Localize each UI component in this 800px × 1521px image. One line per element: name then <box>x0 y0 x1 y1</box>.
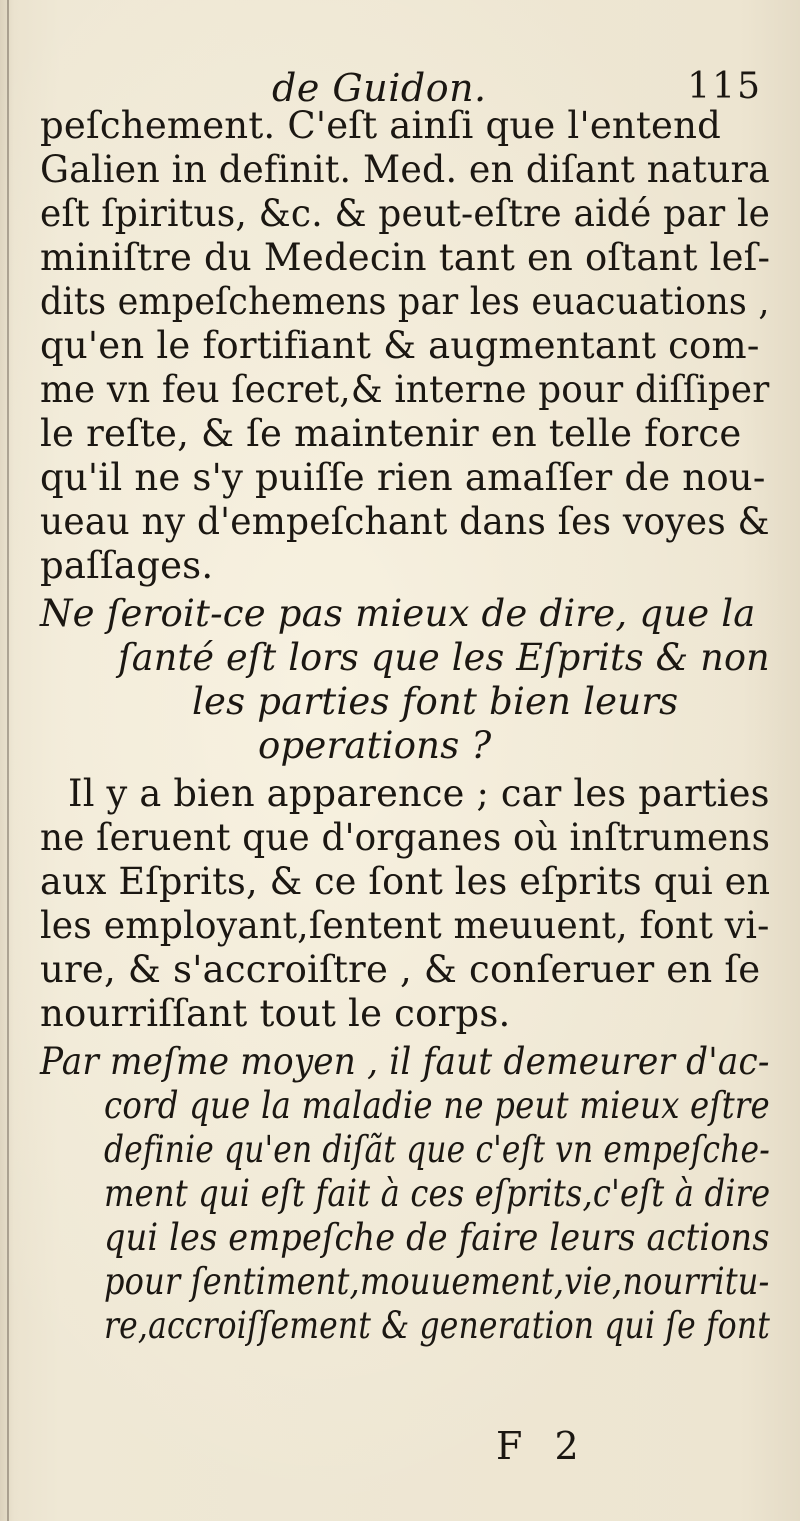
text-line: qu'en le fortifiant & augmentant com- <box>40 324 760 367</box>
text-line: dits empeſchemens par les euacuations , <box>40 280 770 323</box>
text-line: me vn feu ſecret,& interne pour diſſiper <box>40 368 770 411</box>
text-line: peſchement. C'eſt ainſi que l'entend <box>40 104 722 147</box>
text-line: re,accroiſſement & generation qui ſe font <box>104 1304 771 1347</box>
text-line: eſt ſpiritus, &c. & peut-eſtre aidé par le <box>40 192 771 235</box>
text-line: ſanté eſt lors que les Eſprits & non <box>118 636 770 679</box>
text-line: ne ſeruent que d'organes où inſtrumens <box>40 816 771 859</box>
text-line: le reſte, & ſe maintenir en telle force <box>40 412 742 455</box>
text-line: les employant,ſentent meuuent, font vi- <box>40 904 770 947</box>
page-gutter-edge <box>7 0 9 1521</box>
text-line: Il y a bien apparence ; car les parties <box>68 772 770 815</box>
text-line: les parties font bien leurs <box>192 680 679 723</box>
text-line: ueau ny d'empeſchant dans ſes voyes & <box>40 500 770 543</box>
text-line: paſſages. <box>40 544 214 587</box>
text-line: pour ſentiment,mouuement,vie,nourritu- <box>104 1260 770 1303</box>
text-line: definie qu'en diſãt que c'eſt vn empeſche- <box>104 1128 770 1171</box>
text-line: ment qui eſt fait à ces eſprits,c'eſt à dire <box>104 1172 771 1215</box>
text-line: Galien in definit. Med. en diſant natura <box>40 148 770 191</box>
text-line: aux Eſprits, & ce ſont les eſprits qui en <box>40 860 771 903</box>
text-line: qui les empeſche de faire leurs actions <box>104 1216 770 1259</box>
page-number: 115 <box>687 66 762 107</box>
text-line: cord que la maladie ne peut mieux eſtre <box>104 1084 770 1127</box>
text-line: qu'il ne s'y puiſſe rien amaſſer de nou- <box>40 456 766 499</box>
signature-mark: F 2 <box>496 1424 589 1468</box>
text-line: Par meſme moyen , il faut demeurer d'ac- <box>40 1040 770 1083</box>
running-head-title: de Guidon. <box>272 66 487 110</box>
text-line: nourriſſant tout le corps. <box>40 992 511 1035</box>
text-line: operations ? <box>258 724 492 767</box>
text-line: Ne ſeroit-ce pas mieux de dire, que la <box>40 592 756 635</box>
text-line: miniſtre du Medecin tant en oſtant leſ- <box>40 236 771 279</box>
text-line: ure, & s'accroiſtre , & conſeruer en ſe <box>40 948 761 991</box>
